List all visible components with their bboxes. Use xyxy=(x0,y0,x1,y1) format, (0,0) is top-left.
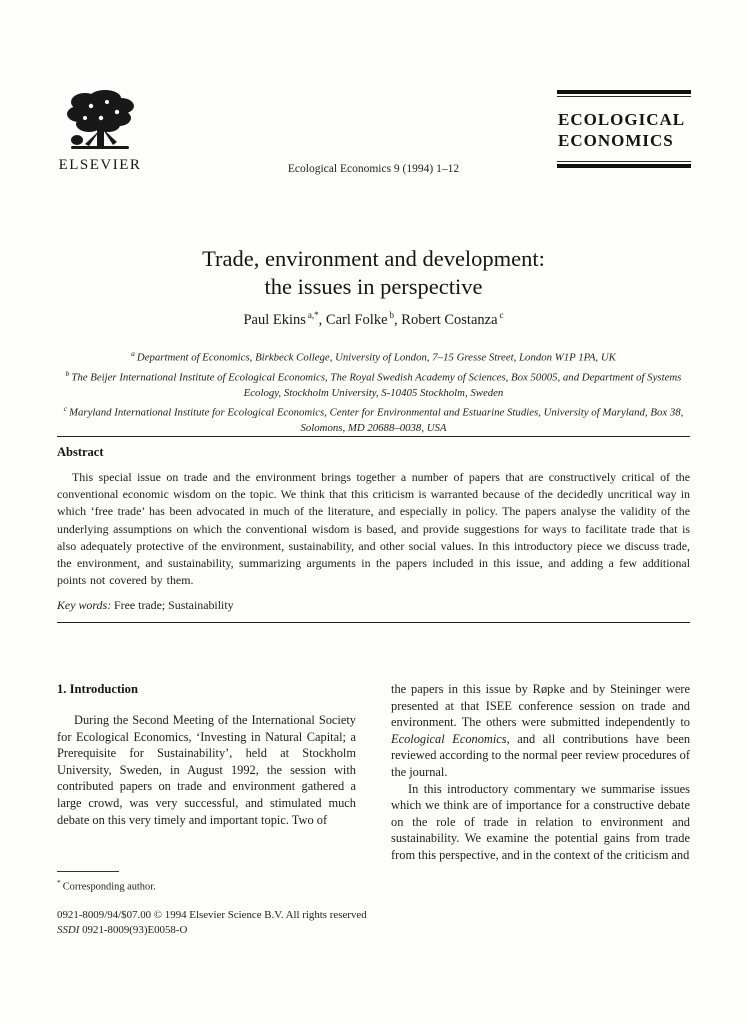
author-1-affil-mark: a,* xyxy=(307,310,319,320)
journal-citation: Ecological Economics 9 (1994) 1–12 xyxy=(287,163,460,175)
masthead-line2: ECONOMICS xyxy=(558,131,674,150)
affiliation-a: $^a$ Department of Economics, Birkbeck College, University of London, 7–15 Gresse Street, London W1P 1PA, UK xyxy=(131,349,616,364)
section-1-heading: 1. Introduction xyxy=(57,682,138,696)
elsevier-tree-icon xyxy=(61,88,139,154)
author-3: Robert Costanza $^c$ xyxy=(401,310,504,328)
ssdi-label: SSDI xyxy=(57,924,80,936)
author-2-affil-mark: b xyxy=(389,310,395,320)
masthead-bottom-thick-rule xyxy=(557,164,691,168)
abstract-top-rule xyxy=(57,436,690,437)
keywords-value: Free trade; Sustainability xyxy=(111,598,234,612)
author-line xyxy=(0,310,747,329)
article-title xyxy=(0,245,747,301)
abstract-heading: Abstract xyxy=(57,445,104,459)
journal-name-italic: Ecological Economics xyxy=(391,731,507,746)
right-column-paragraph-1: the papers in this issue by Røpke and by Steininger were presented at that ISEE conference session on trade and environment. The others were submitted independently to Ecological Economics, and all contributions have been reviewed according to the normal peer review procedures of the journal. xyxy=(391,682,691,779)
publisher-name: ELSEVIER xyxy=(58,157,142,173)
journal-masthead xyxy=(557,90,691,168)
article-title-line1: Trade, environment and development: xyxy=(202,246,545,271)
left-column-paragraph: During the Second Meeting of the International Society for Ecological Economics, ‘Investing in Natural Capital; a Prerequisite for Sustainability’, held at Stockholm University, Sweden, in August 1992, the session with contributed papers on trade and environment gathered a large crowd, was very successful, and stimulated much debate on this very timely and important topic. Two of xyxy=(57,713,356,827)
affiliation-b: $^b$ The Beijer International Institute of Ecological Economics, The Royal Swedish Academy of Sciences, Box 50005, and Department of Systems Ecology, Stockholm University, S-10405 Stockholm, Sweden xyxy=(65,368,682,399)
ssdi-line: SSDI 0921-8009(93)E0058-O xyxy=(57,924,188,936)
right-column xyxy=(391,681,690,864)
corresponding-author-footnote: * Corresponding author. xyxy=(57,878,156,893)
footnote-rule xyxy=(57,871,119,872)
abstract-text: This special issue on trade and the environment brings together a number of papers that are constructively critical of the conventional economic wisdom on the topic. We think that this criticism is warranted because of the decidedly uncritical way in which ‘free trade’ has been advocated in much of the literature, and especially in policy. The papers analyse the validity of the underlying assumptions on which the conventional wisdom is based, and provide suggestions for ways to facilitate trade that is also adequately protective of the environment, sustainability, and other social values. In this introductory piece we discuss trade, the environment, and sustainability, summarizing arguments in the papers included in this issue, and adding a few additional points not covered by them. xyxy=(57,470,690,588)
abstract-bottom-rule xyxy=(57,622,690,623)
author-1: Paul Ekins $^{a,*}$, xyxy=(243,310,326,328)
author-3-affil-mark: c xyxy=(499,310,504,320)
affiliations xyxy=(63,346,684,436)
masthead-title xyxy=(557,97,691,161)
right-column-paragraph-2: In this introductory commentary we summarise issues which we think are of importance for a constructive debate on the role of trade in relation to environment and sustainability. We examine the potential gains from trade from this perspective, and in the context of the criticism and xyxy=(391,781,690,862)
left-column xyxy=(57,712,356,828)
article-title-line2: the issues in perspective xyxy=(264,274,483,299)
copyright-line: 0921-8009/94/$07.00 © 1994 Elsevier Science B.V. All rights reserved xyxy=(57,909,367,921)
keywords-line xyxy=(57,598,234,613)
masthead-line1: ECOLOGICAL xyxy=(558,110,686,129)
author-2: Carl Folke $^b$, xyxy=(325,310,402,328)
affiliation-c: $^c$ Maryland International Institute for Ecological Economics, Center for Environmental and Estuarine Studies, University of Maryland, Box 38, Solomons, MD 20688–0038, USA xyxy=(63,404,684,434)
publisher-logo xyxy=(55,88,145,174)
keywords-label: Key words: xyxy=(57,598,112,612)
